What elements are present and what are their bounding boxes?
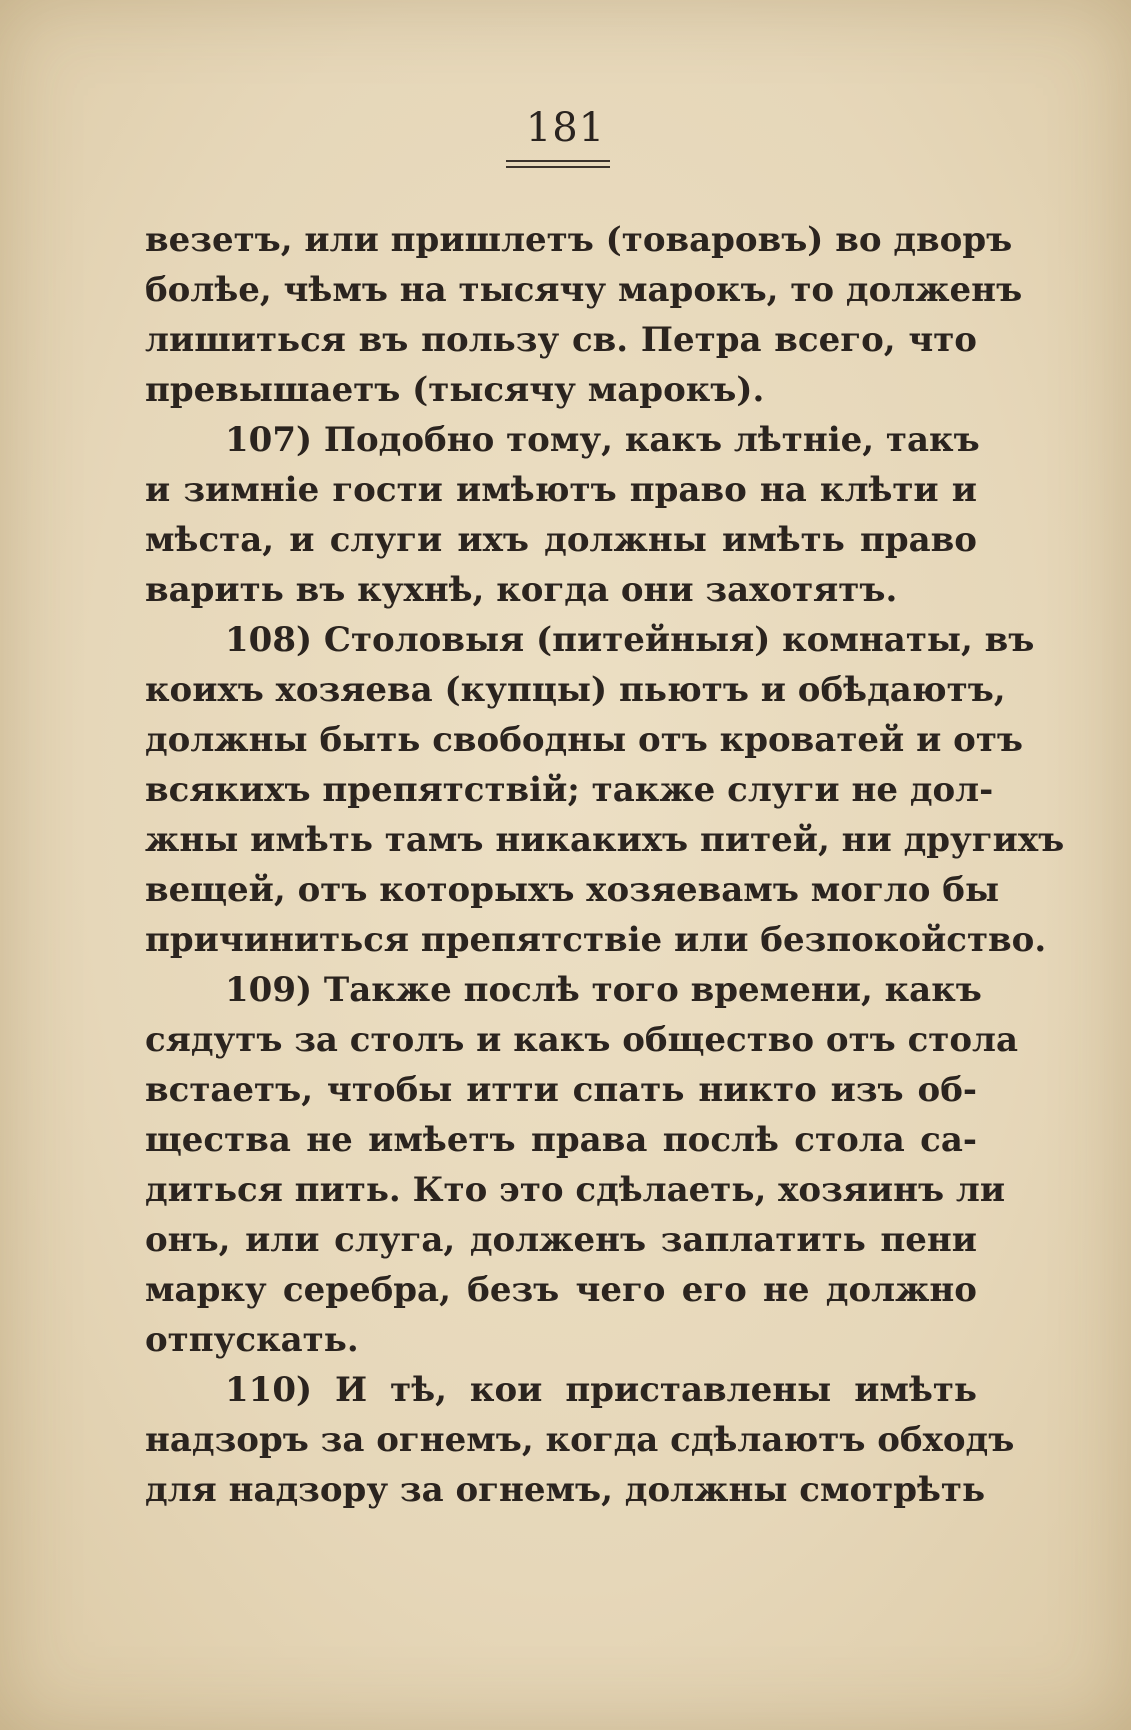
text-line: 107) Подобно тому, какъ лѣтніе, такъ xyxy=(225,420,980,460)
page-number: 181 xyxy=(525,105,606,151)
text-line: встаетъ, чтобы итти спать никто изъ об- xyxy=(145,1070,977,1110)
text-line: 110) И тѣ, кои приставлены имѣть xyxy=(225,1370,977,1410)
text-line: для надзору за огнемъ, должны смотрѣть xyxy=(145,1470,986,1510)
text-line: лишиться въ пользу св. Петра всего, что xyxy=(145,320,977,360)
text-line: коихъ хозяева (купцы) пьютъ и обѣдаютъ, xyxy=(145,670,1006,710)
text-line: онъ, или слуга, долженъ заплатить пени xyxy=(145,1220,977,1260)
text-line: жны имѣть тамъ никакихъ питей, ни другихъ xyxy=(145,820,1065,860)
text-line: причиниться препятствіе или безпокойство. xyxy=(145,920,1047,960)
text-line: болѣе, чѣмъ на тысячу марокъ, то долженъ xyxy=(145,270,1023,310)
text-line: надзоръ за огнемъ, когда сдѣлаютъ обходъ xyxy=(145,1420,1015,1460)
text-line: везетъ, или пришлетъ (товаровъ) во дворъ xyxy=(145,220,1013,260)
text-line: отпускать. xyxy=(145,1320,359,1360)
text-line: диться пить. Кто это сдѣлаеть, хозяинъ ли xyxy=(145,1170,1006,1210)
text-line: марку серебра, безъ чего его не должно xyxy=(145,1270,977,1310)
text-line: сядутъ за столъ и какъ общество отъ стола xyxy=(145,1020,1019,1060)
text-line: 109) Также послѣ того времени, какъ xyxy=(225,970,982,1010)
text-line: мѣста, и слуги ихъ должны имѣть право xyxy=(145,520,977,560)
text-line: должны быть свободны отъ кроватей и отъ xyxy=(145,720,1023,760)
text-line: щества не имѣетъ права послѣ стола са- xyxy=(145,1120,977,1160)
page-number-underline-second xyxy=(506,166,610,168)
page-number-underline xyxy=(506,160,610,162)
text-line: и зимніе гости имѣютъ право на клѣти и xyxy=(145,470,977,510)
text-line: превышаетъ (тысячу марокъ). xyxy=(145,370,765,410)
text-line: 108) Столовыя (питейныя) комнаты, въ xyxy=(225,620,1035,660)
text-line: всякихъ препятствій; также слуги не дол- xyxy=(145,770,994,810)
body-text xyxy=(145,215,1065,1515)
text-line: варить въ кухнѣ, когда они захотятъ. xyxy=(145,570,898,610)
text-line: вещей, отъ которыхъ хозяевамъ могло бы xyxy=(145,870,1000,910)
